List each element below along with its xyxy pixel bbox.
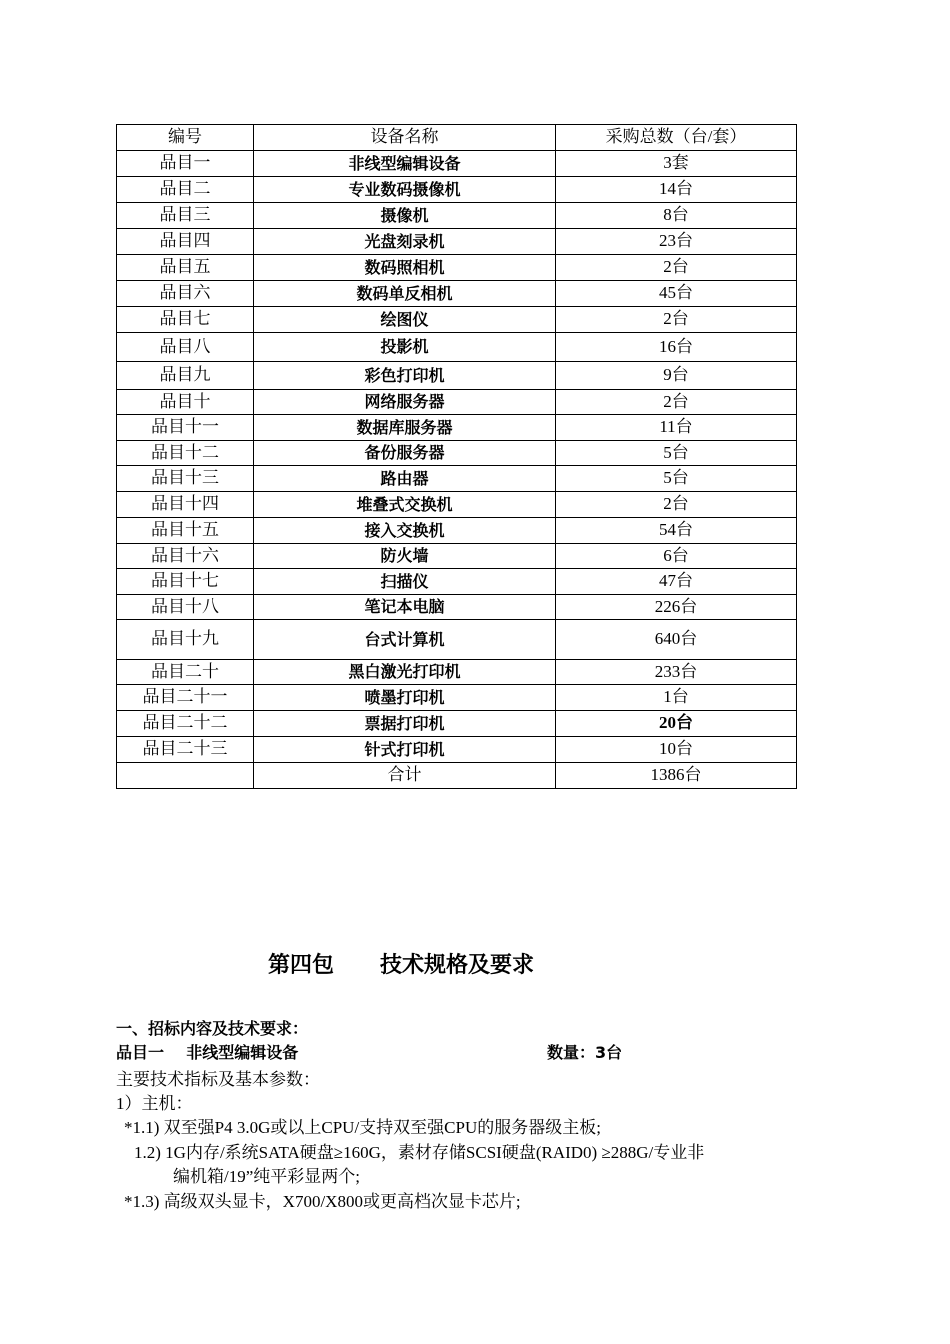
table-row (117, 685, 797, 711)
row-id: 品目一 (117, 151, 254, 177)
row-quantity: 3套 (556, 151, 797, 177)
row-equipment-name: 光盘刻录机 (254, 229, 556, 255)
row-id: 品目二 (117, 177, 254, 203)
table-row (117, 307, 797, 333)
table-row (117, 229, 797, 255)
row-quantity: 20台 (556, 711, 797, 737)
row-quantity: 2台 (556, 255, 797, 281)
subsection-title: 一、招标内容及技术要求： (116, 1019, 309, 1038)
row-equipment-name: 数码单反相机 (254, 281, 556, 307)
row-equipment-name: 投影机 (254, 333, 556, 362)
table-row (117, 711, 797, 737)
host-label: 1）主机： (116, 1094, 193, 1113)
row-equipment-name: 绘图仪 (254, 307, 556, 333)
table-row (117, 466, 797, 492)
row-id: 品目二十 (117, 660, 254, 685)
row-id: 品目二十一 (117, 685, 254, 711)
row-equipment-name: 数据库服务器 (254, 415, 556, 441)
row-quantity: 11台 (556, 415, 797, 441)
row-id: 品目五 (117, 255, 254, 281)
spec-1-3: *1.3) 高级双头显卡，X700/X800或更高档次显卡芯片; (124, 1192, 521, 1211)
table-row (117, 518, 797, 544)
row-quantity: 14台 (556, 177, 797, 203)
row-equipment-name: 非线型编辑设备 (254, 151, 556, 177)
table-row (117, 441, 797, 466)
row-quantity: 5台 (556, 441, 797, 466)
row-equipment-name: 票据打印机 (254, 711, 556, 737)
header-qty: 采购总数（台/套） (556, 125, 797, 151)
row-id: 品目十九 (117, 620, 254, 660)
params-label: 主要技术指标及基本参数： (116, 1070, 320, 1089)
table-row (117, 660, 797, 685)
row-id: 品目二十三 (117, 737, 254, 763)
total-quantity: 1386台 (556, 763, 797, 789)
row-equipment-name: 防火墙 (254, 544, 556, 569)
row-quantity: 16台 (556, 333, 797, 362)
row-quantity: 2台 (556, 307, 797, 333)
row-equipment-name: 接入交换机 (254, 518, 556, 544)
row-equipment-name: 堆叠式交换机 (254, 492, 556, 518)
table-row (117, 569, 797, 595)
row-equipment-name: 备份服务器 (254, 441, 556, 466)
row-equipment-name: 扫描仪 (254, 569, 556, 595)
row-equipment-name: 喷墨打印机 (254, 685, 556, 711)
row-id: 品目六 (117, 281, 254, 307)
row-id: 品目十 (117, 390, 254, 415)
item-title: 品目一 非线型编辑设备 (116, 1043, 299, 1062)
row-id: 品目九 (117, 362, 254, 390)
table-row (117, 544, 797, 569)
table-row (117, 492, 797, 518)
table-row (117, 595, 797, 620)
row-id: 品目八 (117, 333, 254, 362)
row-quantity: 226台 (556, 595, 797, 620)
table-row (117, 415, 797, 441)
header-id: 编号 (117, 125, 254, 151)
row-quantity: 47台 (556, 569, 797, 595)
table-row (117, 737, 797, 763)
table-row (117, 620, 797, 660)
row-quantity: 23台 (556, 229, 797, 255)
row-quantity: 6台 (556, 544, 797, 569)
table-row (117, 177, 797, 203)
row-equipment-name: 台式计算机 (254, 620, 556, 660)
row-equipment-name: 黑白激光打印机 (254, 660, 556, 685)
total-label: 合计 (254, 763, 556, 789)
row-id: 品目二十二 (117, 711, 254, 737)
row-id: 品目十一 (117, 415, 254, 441)
row-quantity: 9台 (556, 362, 797, 390)
row-quantity: 2台 (556, 390, 797, 415)
row-id: 品目十二 (117, 441, 254, 466)
row-quantity: 8台 (556, 203, 797, 229)
item-quantity: 数量：3台 (547, 1043, 623, 1062)
table-row (117, 281, 797, 307)
row-id: 品目十三 (117, 466, 254, 492)
row-equipment-name: 笔记本电脑 (254, 595, 556, 620)
row-id: 品目十六 (117, 544, 254, 569)
section-title: 第四包 技术规格及要求 (268, 953, 534, 978)
procurement-table (116, 124, 797, 789)
row-equipment-name: 路由器 (254, 466, 556, 492)
total-empty-cell (117, 763, 254, 789)
table-row (117, 255, 797, 281)
row-id: 品目七 (117, 307, 254, 333)
table-total-row (117, 763, 797, 789)
spec-1-2-continued: 编机箱/19”纯平彩显两个; (173, 1167, 360, 1186)
row-id: 品目十八 (117, 595, 254, 620)
row-quantity: 5台 (556, 466, 797, 492)
table-row (117, 390, 797, 415)
row-id: 品目十五 (117, 518, 254, 544)
row-id: 品目三 (117, 203, 254, 229)
header-name: 设备名称 (254, 125, 556, 151)
row-quantity: 233台 (556, 660, 797, 685)
table-row (117, 362, 797, 390)
table-header-row (117, 125, 797, 151)
row-equipment-name: 专业数码摄像机 (254, 177, 556, 203)
table-row (117, 203, 797, 229)
table-row (117, 151, 797, 177)
table-row (117, 333, 797, 362)
row-equipment-name: 针式打印机 (254, 737, 556, 763)
row-quantity: 54台 (556, 518, 797, 544)
row-quantity: 1台 (556, 685, 797, 711)
row-equipment-name: 网络服务器 (254, 390, 556, 415)
row-id: 品目十七 (117, 569, 254, 595)
row-quantity: 45台 (556, 281, 797, 307)
spec-1-2: 1.2) 1G内存/系统SATA硬盘≥160G，素材存储SCSI硬盘(RAID0) ≥288G/专业非 (134, 1143, 705, 1162)
row-equipment-name: 数码照相机 (254, 255, 556, 281)
row-id: 品目十四 (117, 492, 254, 518)
row-id: 品目四 (117, 229, 254, 255)
spec-1-1: *1.1) 双至强P4 3.0G或以上CPU/支持双至强CPU的服务器级主板; (124, 1118, 601, 1137)
row-quantity: 2台 (556, 492, 797, 518)
row-quantity: 640台 (556, 620, 797, 660)
row-equipment-name: 摄像机 (254, 203, 556, 229)
row-quantity: 10台 (556, 737, 797, 763)
row-equipment-name: 彩色打印机 (254, 362, 556, 390)
